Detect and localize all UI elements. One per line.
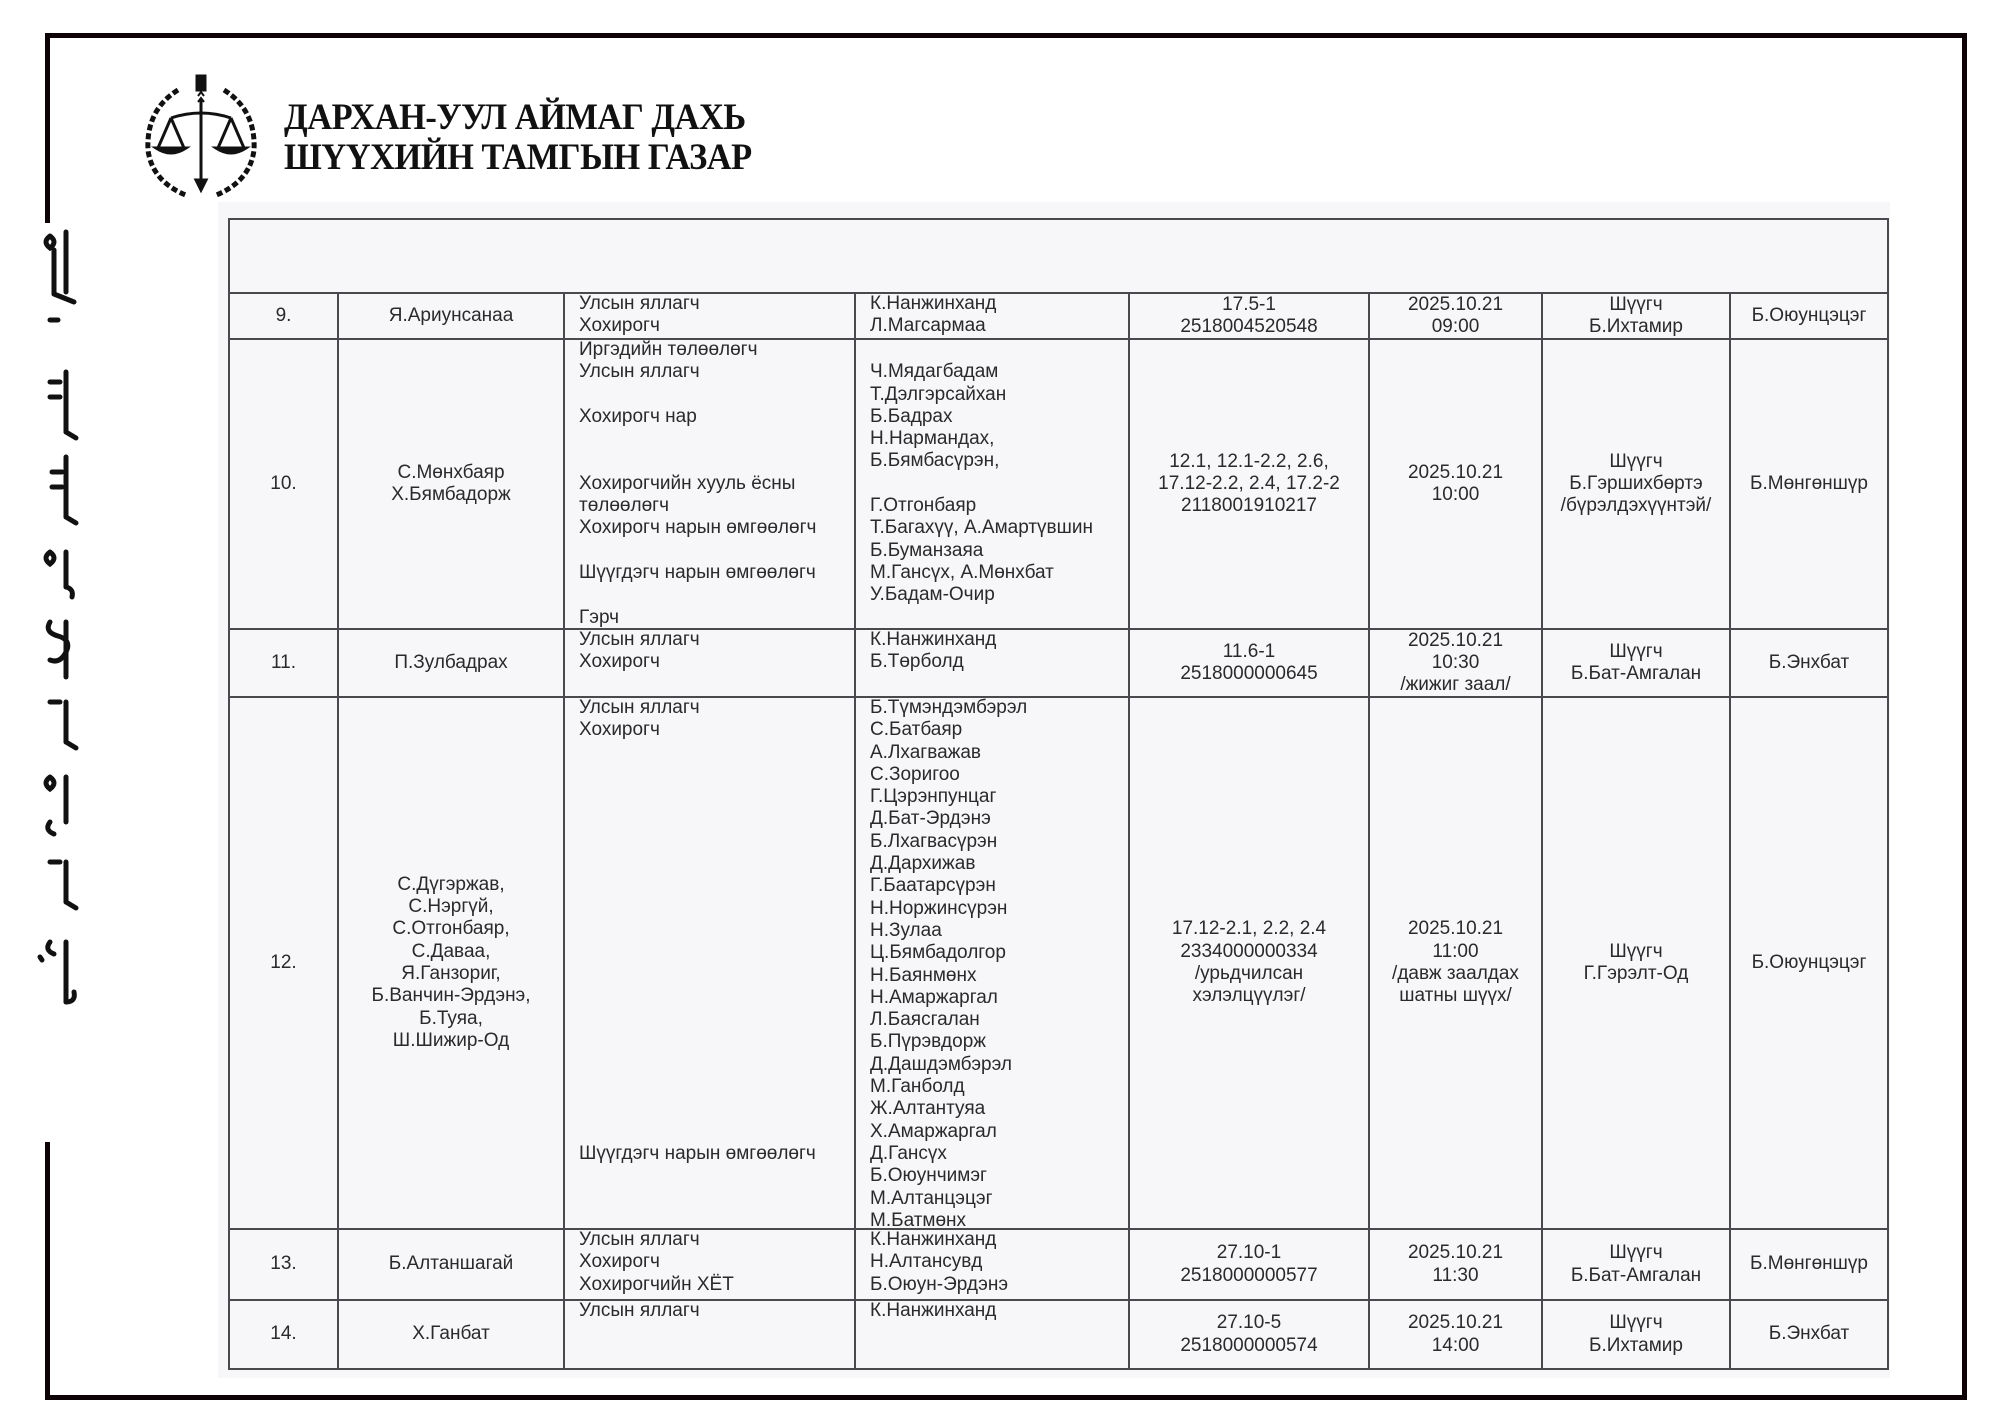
participant-names-item: М.Гансүх, А.Мөнхбат bbox=[870, 561, 1054, 583]
judge-cell bbox=[1543, 340, 1729, 628]
court-clerk-line: Б.Мөнгөншүр bbox=[1750, 1253, 1868, 1275]
participant-roles-item bbox=[579, 808, 854, 830]
participant-names-item: К.Нанжинханд bbox=[870, 629, 997, 650]
participant-roles-item bbox=[579, 1009, 854, 1031]
participant-names-item bbox=[870, 473, 1128, 495]
organization-title-line-1: ДАРХАН-УУЛ АЙМАГ ДАХЬ bbox=[284, 97, 746, 138]
page-frame-left-lower bbox=[45, 1142, 50, 1400]
participant-names-item: Н.Алтансувд bbox=[870, 1251, 983, 1273]
court-clerk-line: Б.Оюунцэцэг bbox=[1751, 304, 1867, 326]
row-number-line: 9. bbox=[275, 304, 292, 326]
judge-line: Б.Ихтамир bbox=[1589, 1334, 1683, 1356]
participant-names-item: М.Батмөнх bbox=[870, 1209, 967, 1231]
participant-names-list bbox=[870, 1300, 1128, 1322]
participant-roles-item bbox=[579, 384, 854, 406]
judge-cell bbox=[1543, 1301, 1729, 1368]
article-case-number-line: 2118001910217 bbox=[1181, 495, 1317, 517]
defendant-names-line: Я.Ганзориг, bbox=[401, 963, 501, 984]
participant-names-cell bbox=[856, 629, 1128, 674]
table-border-right bbox=[1887, 218, 1889, 1370]
participant-roles-item: Хохирогчийн хууль ёсны bbox=[579, 472, 796, 494]
defendant-names-line: С.Даваа, bbox=[411, 940, 491, 962]
participant-names-item: Ч.Мядагбадам bbox=[870, 361, 999, 383]
article-case-number-line: 17.12-2.1, 2.2, 2.4 bbox=[1171, 918, 1327, 940]
defendant-names-line: Я.Ариунсанаа bbox=[388, 304, 514, 326]
defendant-names-line: Ш.Шижир-Од bbox=[392, 1029, 510, 1051]
hearing-datetime-line: шатны шүүх/ bbox=[1399, 985, 1512, 1007]
participant-roles-item bbox=[579, 540, 854, 562]
participant-roles-cell bbox=[565, 697, 854, 1165]
hearing-datetime-line: 11:30 bbox=[1432, 1264, 1479, 1286]
participant-roles-list bbox=[579, 1300, 854, 1322]
page-frame-right bbox=[1962, 33, 1967, 1400]
participant-names-item: Б.Оюунчимэг bbox=[870, 1165, 987, 1187]
participant-roles-item bbox=[579, 987, 854, 1009]
row-number-line: 11. bbox=[270, 651, 296, 673]
article-case-number-line: /урьдчилсан bbox=[1194, 963, 1304, 984]
participant-roles-list bbox=[579, 1229, 854, 1296]
participant-names-item: Х.Амаржаргал bbox=[870, 1120, 997, 1142]
judge-cell bbox=[1543, 1230, 1729, 1299]
defendant-names-line: С.Мөнхбаяр bbox=[397, 461, 505, 483]
participant-names-item: Б.Түмэндэмбэрэл bbox=[870, 697, 1028, 718]
mongolian-script-motto bbox=[20, 222, 80, 1142]
participant-names-item: Б.Бадрах bbox=[870, 405, 953, 427]
organization-title bbox=[284, 98, 752, 178]
hearing-datetime-cell bbox=[1370, 1301, 1541, 1368]
defendant-names-line: П.Зулбадрах bbox=[394, 651, 508, 673]
article-case-number-cell bbox=[1130, 698, 1368, 1228]
participant-roles-item: төлөөлөгч bbox=[579, 495, 669, 517]
row-number-line: 14. bbox=[270, 1323, 297, 1345]
defendant-names-line: Б.Туяа, bbox=[419, 1007, 483, 1029]
participant-names-item: Т.Дэлгэрсайхан bbox=[870, 383, 1007, 405]
participant-names-item: Б.Пүрэвдорж bbox=[870, 1031, 986, 1053]
hearing-datetime-line: 2025.10.21 bbox=[1407, 918, 1504, 940]
hearing-datetime-line: 14:00 bbox=[1431, 1334, 1480, 1356]
participant-names-item bbox=[870, 339, 1128, 361]
participant-names-item: М.Ганболд bbox=[870, 1076, 965, 1098]
participant-names-item: Ж.Алтантуяа bbox=[870, 1098, 986, 1120]
row-number-cell bbox=[230, 340, 337, 628]
defendant-names-cell bbox=[339, 294, 563, 338]
participant-names-item: К.Нанжинханд bbox=[870, 293, 997, 314]
participant-roles-cell bbox=[565, 629, 854, 674]
participant-roles-item bbox=[579, 1076, 854, 1098]
participant-roles-item bbox=[579, 1098, 854, 1120]
participant-roles-item bbox=[579, 764, 854, 786]
participant-names-item: Т.Багахүү, А.Амартүвшин bbox=[870, 517, 1093, 539]
participant-names-cell bbox=[856, 293, 1128, 338]
participant-names-item: Н.Нармандах, bbox=[870, 428, 995, 450]
court-clerk-cell bbox=[1731, 1301, 1887, 1368]
defendant-names-cell bbox=[339, 1230, 563, 1299]
hearing-datetime-line: 2025.10.21 bbox=[1407, 293, 1504, 315]
hearing-datetime-line: 2025.10.21 bbox=[1407, 461, 1504, 483]
table-border-top bbox=[228, 218, 1889, 220]
article-case-number-line: 2518000000574 bbox=[1180, 1334, 1318, 1356]
defendant-names-line: С.Нэргүй, bbox=[408, 896, 494, 918]
hearing-datetime-line: 09:00 bbox=[1431, 316, 1480, 337]
hearing-datetime-line: 11:00 bbox=[1432, 940, 1479, 962]
judge-cell bbox=[1543, 698, 1729, 1228]
hearing-datetime-line: 2025.10.21 bbox=[1407, 629, 1504, 651]
participant-roles-item: Хохирогч нарын өмгөөлөгч bbox=[579, 517, 817, 539]
participant-roles-item bbox=[579, 742, 854, 764]
participant-roles-item bbox=[579, 942, 854, 964]
hearing-datetime-cell bbox=[1370, 294, 1541, 338]
court-clerk-line: Б.Оюунцэцэг bbox=[1751, 951, 1867, 973]
judge-cell bbox=[1543, 294, 1729, 338]
participant-names-list bbox=[870, 629, 1128, 674]
participant-names-item: Л.Магсармаа bbox=[870, 315, 986, 337]
court-scales-emblem bbox=[138, 70, 264, 204]
participant-roles-item bbox=[579, 786, 854, 808]
participant-roles-item bbox=[579, 831, 854, 853]
row-number-cell bbox=[230, 294, 337, 338]
judge-line: Б.Гэршихбөртэ bbox=[1569, 472, 1703, 494]
participant-names-item: Г.Отгонбаяр bbox=[870, 495, 977, 517]
participant-roles-item bbox=[579, 1031, 854, 1053]
court-clerk-cell bbox=[1731, 340, 1887, 628]
page-frame-top bbox=[45, 33, 1967, 38]
hearing-datetime-line: 10:30 bbox=[1431, 651, 1480, 673]
court-clerk-cell bbox=[1731, 1230, 1887, 1299]
article-case-number-line: 27.10-1 bbox=[1216, 1242, 1282, 1264]
organization-title-line-2: ШҮҮХИЙН ТАМГЫН ГАЗАР bbox=[284, 137, 752, 178]
defendant-names-line: Х.Бямбадорж bbox=[391, 484, 511, 505]
participant-names-item: Н.Амаржаргал bbox=[870, 986, 998, 1008]
participant-roles-item: Хохирогч нар bbox=[579, 405, 697, 427]
row-number-line: 12. bbox=[270, 951, 297, 973]
participant-names-item: К.Нанжинханд bbox=[870, 1300, 997, 1321]
participant-roles-item: Шүүгдэгч нарын өмгөөлөгч bbox=[579, 1142, 816, 1164]
participant-roles-item bbox=[579, 875, 854, 897]
participant-names-list bbox=[870, 697, 1128, 1232]
participant-names-item: Л.Баясгалан bbox=[870, 1009, 980, 1031]
participant-names-item: Д.Гансүх bbox=[870, 1142, 947, 1164]
participant-roles-cell bbox=[565, 293, 854, 338]
participant-roles-list bbox=[579, 339, 854, 629]
participant-names-item: С.Зоригоо bbox=[870, 763, 960, 785]
article-case-number-cell bbox=[1130, 294, 1368, 338]
judge-line: Шүүгч bbox=[1609, 640, 1663, 662]
participant-roles-item: Улсын яллагч bbox=[579, 1229, 700, 1250]
participant-names-item: Ц.Бямбадолгор bbox=[870, 942, 1006, 964]
judge-line: Б.Ихтамир bbox=[1589, 316, 1683, 337]
defendant-names-cell bbox=[339, 340, 563, 628]
hearing-datetime-line: 2025.10.21 bbox=[1407, 1242, 1504, 1264]
hearing-datetime-cell bbox=[1370, 630, 1541, 696]
participant-roles-item: Иргэдийн төлөөлөгч bbox=[579, 339, 758, 360]
row-number-line: 13. bbox=[270, 1253, 297, 1275]
row-number-cell bbox=[230, 698, 337, 1228]
hearing-datetime-line: /давж заалдах bbox=[1392, 963, 1519, 984]
judge-line: Б.Бат-Амгалан bbox=[1570, 1264, 1702, 1286]
participant-roles-item: Хохирогч bbox=[579, 1251, 660, 1273]
hearing-datetime-line: 2025.10.21 bbox=[1407, 1312, 1504, 1334]
participant-roles-item: Улсын яллагч bbox=[579, 697, 700, 718]
participant-names-item: Б.Оюун-Эрдэнэ bbox=[870, 1273, 1009, 1295]
participant-roles-item bbox=[579, 450, 854, 472]
court-clerk-cell bbox=[1731, 630, 1887, 696]
participant-roles-item: Улсын яллагч bbox=[579, 1300, 700, 1321]
judge-line: Шүүгч bbox=[1609, 293, 1663, 315]
court-clerk-line: Б.Энхбат bbox=[1768, 651, 1850, 673]
article-case-number-line: 17.12-2.2, 2.4, 17.2-2 bbox=[1158, 472, 1340, 494]
participant-roles-item: Хохирогч bbox=[579, 651, 660, 673]
judge-line: Г.Гэрэлт-Од bbox=[1583, 963, 1689, 984]
hearing-datetime-line: /жижиг заал/ bbox=[1400, 674, 1511, 696]
participant-names-item: С.Батбаяр bbox=[870, 719, 963, 741]
participant-names-item: Н.Баянмөнх bbox=[870, 964, 977, 986]
judge-line: Шүүгч bbox=[1609, 1242, 1663, 1264]
row-number-cell bbox=[230, 1230, 337, 1299]
article-case-number-cell bbox=[1130, 1230, 1368, 1299]
judge-line: Шүүгч bbox=[1609, 1312, 1663, 1334]
hearing-datetime-cell bbox=[1370, 1230, 1541, 1299]
participant-roles-item: Гэрч bbox=[579, 606, 620, 628]
participant-names-item: Б.Лхагвасүрэн bbox=[870, 830, 998, 852]
hearing-datetime-cell bbox=[1370, 340, 1541, 628]
participant-roles-item bbox=[579, 898, 854, 920]
participant-roles-item: Улсын яллагч bbox=[579, 361, 700, 383]
hearing-datetime-line: 10:00 bbox=[1431, 484, 1480, 505]
row-number-cell bbox=[230, 630, 337, 696]
participant-roles-item: Хохирогч bbox=[579, 719, 660, 741]
participant-roles-cell bbox=[565, 339, 854, 629]
judge-line: /бүрэлдэхүүнтэй/ bbox=[1560, 495, 1712, 517]
participant-names-item: У.Бадам-Очир bbox=[870, 584, 995, 606]
participant-roles-item: Хохирогч bbox=[579, 315, 660, 337]
defendant-names-line: С.Отгонбаяр, bbox=[392, 918, 510, 940]
court-clerk-cell bbox=[1731, 294, 1887, 338]
participant-roles-item: Хохирогчийн ХЁТ bbox=[579, 1273, 734, 1295]
participant-roles-list bbox=[579, 293, 854, 338]
page-frame-left-upper bbox=[45, 33, 50, 223]
participant-names-item: Д.Дархижав bbox=[870, 853, 976, 875]
participant-names-item: Д.Бат-Эрдэнэ bbox=[870, 808, 991, 830]
participant-roles-cell bbox=[565, 1229, 854, 1296]
participant-names-item: М.Алтанцэцэг bbox=[870, 1187, 993, 1209]
participant-names-item: Н.Норжинсүрэн bbox=[870, 897, 1008, 919]
participant-names-item: Б.Бямбасүрэн, bbox=[870, 450, 1000, 472]
participant-roles-item bbox=[579, 584, 854, 606]
defendant-names-cell bbox=[339, 630, 563, 696]
participant-names-item: Б.Буманзаяа bbox=[870, 539, 984, 561]
article-case-number-cell bbox=[1130, 1301, 1368, 1368]
participant-names-item: Н.Зулаа bbox=[870, 919, 942, 941]
article-case-number-line: 2334000000334 bbox=[1180, 940, 1318, 962]
judge-line: Б.Бат-Амгалан bbox=[1570, 663, 1702, 684]
participant-names-item: Г.Цэрэнпунцаг bbox=[870, 786, 997, 808]
participant-roles-item: Улсын яллагч bbox=[579, 629, 700, 650]
participant-names-item: Д.Дашдэмбэрэл bbox=[870, 1053, 1012, 1075]
participant-roles-cell bbox=[565, 1300, 854, 1322]
judge-cell bbox=[1543, 630, 1729, 696]
participant-roles-list bbox=[579, 629, 854, 674]
defendant-names-cell bbox=[339, 698, 563, 1228]
participant-roles-item bbox=[579, 1054, 854, 1076]
participant-roles-item bbox=[579, 920, 854, 942]
defendant-names-cell bbox=[339, 1301, 563, 1368]
participant-names-cell bbox=[856, 339, 1128, 607]
participant-names-cell bbox=[856, 697, 1128, 1232]
participant-roles-item bbox=[579, 428, 854, 450]
participant-roles-item bbox=[579, 853, 854, 875]
judge-line: Шүүгч bbox=[1609, 940, 1663, 962]
participant-names-list bbox=[870, 1229, 1128, 1296]
participant-names-cell bbox=[856, 1300, 1128, 1322]
article-case-number-cell bbox=[1130, 630, 1368, 696]
article-case-number-line: 11.6-1 bbox=[1222, 640, 1276, 662]
defendant-names-line: С.Дүгэржав, bbox=[397, 873, 505, 895]
participant-roles-item: Улсын яллагч bbox=[579, 293, 700, 314]
participant-roles-item bbox=[579, 965, 854, 987]
table-row-divider bbox=[228, 1368, 1889, 1370]
article-case-number-cell bbox=[1130, 340, 1368, 628]
participant-names-item: А.Лхагважав bbox=[870, 741, 982, 763]
court-clerk-cell bbox=[1731, 698, 1887, 1228]
participant-names-list bbox=[870, 339, 1128, 607]
participant-roles-item: Шүүгдэгч нарын өмгөөлөгч bbox=[579, 561, 816, 583]
defendant-names-line: Б.Алтаншагай bbox=[388, 1253, 514, 1275]
article-case-number-line: 2518004520548 bbox=[1180, 316, 1318, 337]
page-frame-bottom bbox=[45, 1395, 1967, 1400]
court-clerk-line: Б.Мөнгөншүр bbox=[1750, 472, 1868, 494]
participant-names-item: К.Нанжинханд bbox=[870, 1229, 997, 1250]
participant-roles-item bbox=[579, 1121, 854, 1143]
row-number-cell bbox=[230, 1301, 337, 1368]
defendant-names-line: Б.Ванчин-Эрдэнэ, bbox=[371, 985, 531, 1007]
article-case-number-line: 17.5-1 bbox=[1222, 293, 1276, 315]
article-case-number-line: 2518000000645 bbox=[1180, 663, 1318, 684]
hearing-datetime-cell bbox=[1370, 698, 1541, 1228]
defendant-names-line: Х.Ганбат bbox=[412, 1323, 490, 1345]
participant-names-cell bbox=[856, 1229, 1128, 1296]
participant-names-item: Г.Баатарсүрэн bbox=[870, 875, 996, 897]
participant-names-list bbox=[870, 293, 1128, 338]
article-case-number-line: 2518000000577 bbox=[1180, 1264, 1318, 1286]
court-clerk-line: Б.Энхбат bbox=[1768, 1323, 1850, 1345]
article-case-number-line: хэлэлцүүлэг/ bbox=[1192, 985, 1306, 1007]
article-case-number-line: 27.10-5 bbox=[1216, 1312, 1282, 1334]
participant-names-item: Б.Төрболд bbox=[870, 651, 964, 673]
participant-roles-list bbox=[579, 697, 854, 1165]
row-number-line: 10. bbox=[270, 472, 297, 494]
judge-line: Шүүгч bbox=[1609, 450, 1663, 472]
article-case-number-line: 12.1, 12.1-2.2, 2.6, bbox=[1169, 450, 1329, 472]
